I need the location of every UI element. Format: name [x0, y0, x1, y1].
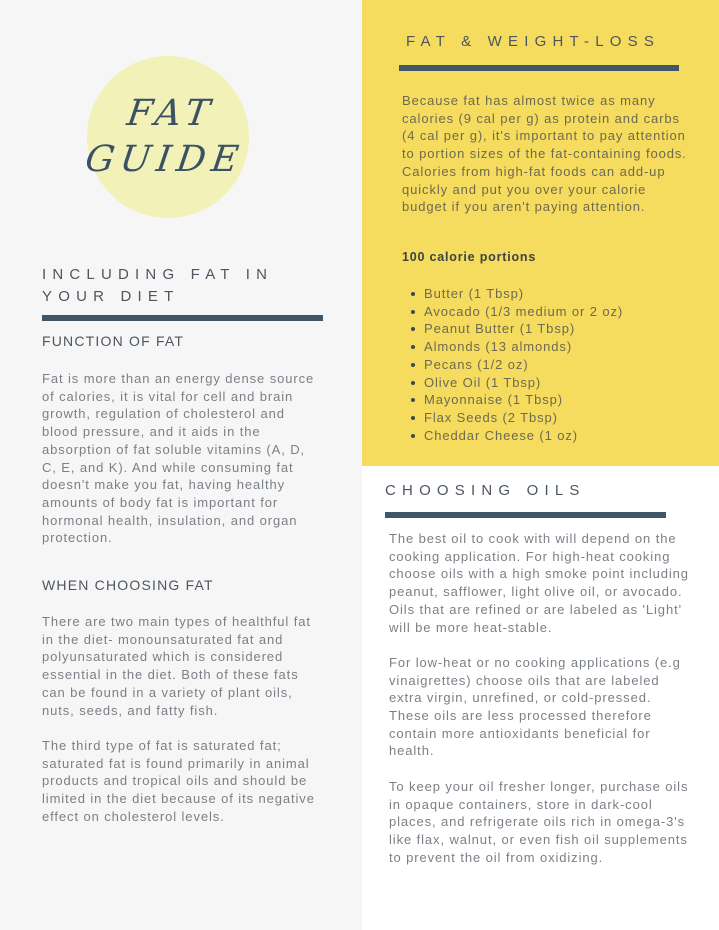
portion-item: Pecans (1/2 oz): [402, 356, 692, 374]
logo-line-1: FAT: [124, 93, 219, 134]
when-choosing-fat-body: [42, 613, 317, 825]
choosing-paragraph-1: There are two main types of healthful fat in the diet- monounsaturated fat and polyunsaturated which is considered essential in the diet. Both of these fats can be found in a variety of plant oils, nuts, seeds, and fatty fish.: [42, 614, 311, 718]
logo-title: [76, 56, 261, 218]
portion-item: Cheddar Cheese (1 oz): [402, 427, 692, 445]
function-of-fat-paragraph: Fat is more than an energy dense source of calories, it is vital for cell and brain growth, regulation of cholesterol and blood pressure, and it aids in the absorption of fat soluble vitamins (A, D, C, E, and K). And while consuming fat doesn't make you fat, having healthy amounts of body fat is important for hormonal health, insulation, and organ protection.: [42, 371, 315, 546]
section-divider: [42, 315, 323, 321]
portion-item: Olive Oil (1 Tbsp): [402, 374, 692, 392]
section-title-weight-loss: FAT & WEIGHT-LOSS: [406, 33, 661, 50]
oils-paragraph-3: To keep your oil fresher longer, purchase oils in opaque containers, store in dark-cool places, and refrigerate oils rich in omega-3's like flax, walnut, or even fish oil supplements to prevent the oil from oxidizing.: [389, 778, 689, 865]
portions-list: [402, 285, 692, 444]
section-title-choosing-oils: CHOOSING OILS: [385, 482, 586, 499]
choosing-oils-body: [389, 530, 689, 866]
portion-item: Almonds (13 almonds): [402, 338, 692, 356]
fat-guide-logo: [82, 56, 249, 218]
weight-loss-paragraph: Because fat has almost twice as many calories (9 cal per g) as protein and carbs (4 cal per g), it's important to pay attention to portion sizes of the fat-containing foods. Calories from high-fat foods can add-up quickly and put you over your calorie budget if you aren't paying attention.: [402, 93, 687, 215]
portion-item: Peanut Butter (1 Tbsp): [402, 320, 692, 338]
oils-paragraph-1: The best oil to cook with will depend on the cooking application. For high-heat cooking choose oils with a high smoke point including peanut, safflower, light olive oil, or avocado. Oils that are refined or are labeled as 'Light' will be more heat-stable.: [389, 531, 689, 635]
section-title-including-fat: INCLUDING FAT IN YOUR DIET: [42, 266, 274, 305]
portion-item: Butter (1 Tbsp): [402, 285, 692, 303]
portion-item: Avocado (1/3 medium or 2 oz): [402, 303, 692, 321]
heading-function-of-fat: FUNCTION OF FAT: [42, 333, 185, 349]
portion-item: Mayonnaise (1 Tbsp): [402, 391, 692, 409]
logo-line-2: GUIDE: [82, 139, 247, 180]
oils-divider: [385, 512, 666, 518]
choosing-paragraph-2: The third type of fat is saturated fat; saturated fat is found primarily in animal products and tropical oils and should be limited in the diet because of its negative effect on cholesterol levels.: [42, 737, 315, 824]
weight-loss-divider: [399, 65, 679, 71]
portion-item: Flax Seeds (2 Tbsp): [402, 409, 692, 427]
oils-paragraph-2: For low-heat or no cooking applications (e.g vinaigrettes) choose oils that are labeled extra virgin, unrefined, or cold-pressed. These oils are less processed therefore contain more antioxidants beneficial for health.: [389, 654, 681, 759]
portions-label: 100 calorie portions: [402, 250, 537, 264]
heading-when-choosing-fat: WHEN CHOOSING FAT: [42, 577, 214, 593]
